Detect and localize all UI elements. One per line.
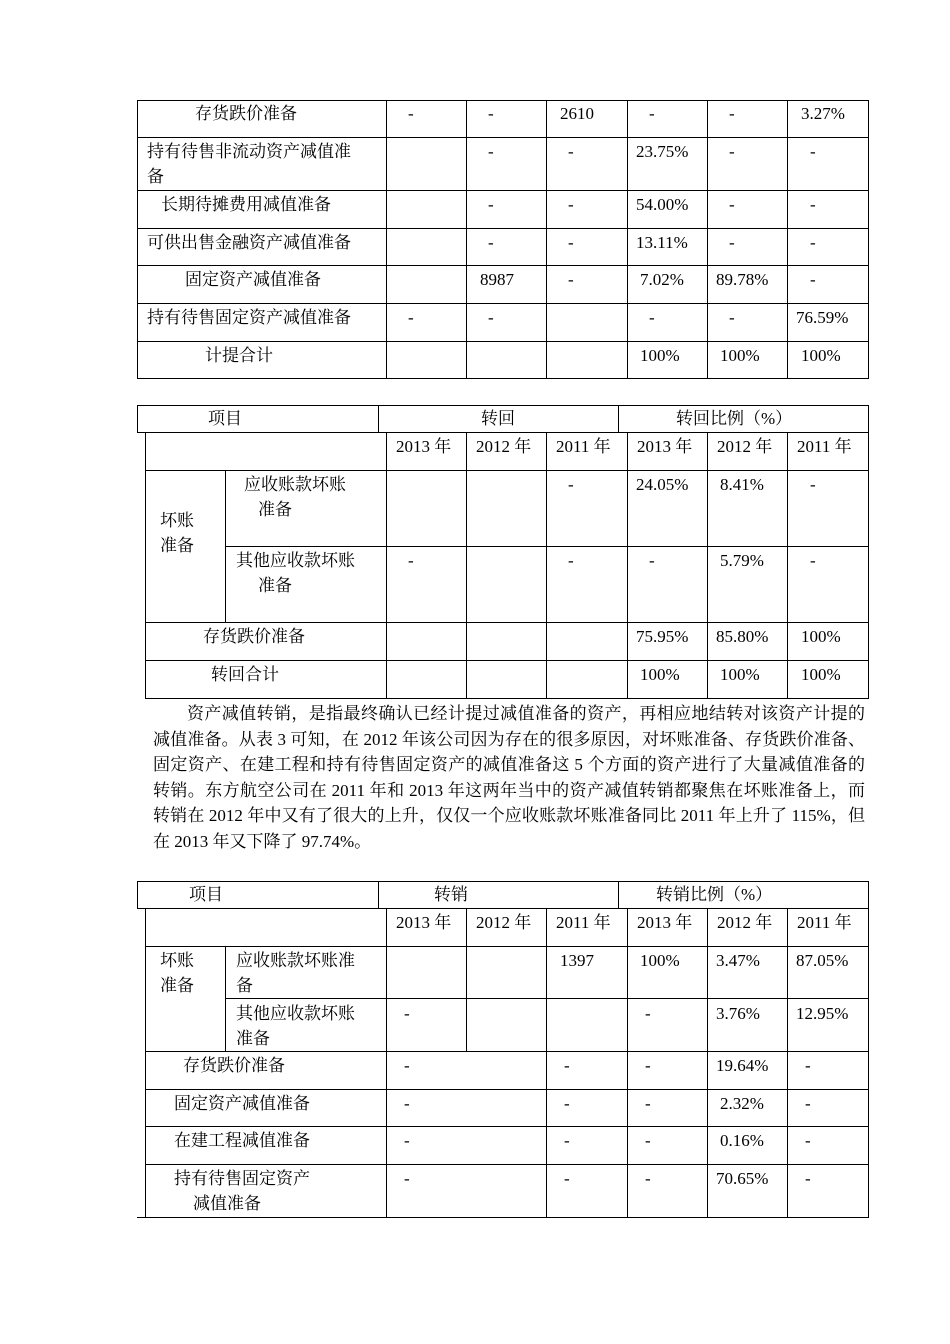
table1-row-label: 备 (147, 167, 164, 186)
table3-cell: - (404, 1169, 410, 1188)
table1-cell: 89.78% (716, 270, 769, 289)
table1-cell: 100% (640, 346, 680, 365)
table2-cell: 24.05% (636, 475, 689, 494)
table1-cell: 100% (720, 346, 760, 365)
table3-cell: - (645, 1169, 651, 1188)
table1-cell: 100% (801, 346, 841, 365)
table3-year-header: 2013 年 (396, 913, 452, 932)
table1-cell: 7.02% (640, 270, 684, 289)
table2-header-item: 项目 (208, 409, 242, 428)
table2-cell: 85.80% (716, 627, 769, 646)
table3-row-label: 在建工程减值准备 (174, 1131, 310, 1150)
table1-cell: 54.00% (636, 195, 689, 214)
table3-row-label: 减值准备 (193, 1194, 261, 1213)
table2-cell: - (568, 475, 574, 494)
table2-row-label: 存货跌价准备 (203, 627, 305, 646)
table3-cell: 87.05% (796, 951, 849, 970)
table1-row-label: 可供出售金融资产减值准备 (147, 233, 351, 252)
table3-header-group1: 转销 (434, 885, 468, 904)
table3-group-label: 坏账 (160, 951, 194, 970)
table3-header-group2: 转销比例（%） (656, 885, 773, 904)
table3-row-label: 准备 (236, 1029, 270, 1048)
table2-cell: 8.41% (720, 475, 764, 494)
table3-cell: - (645, 1056, 651, 1075)
table3-group-label: 准备 (160, 976, 194, 995)
table3-cell: 1397 (560, 951, 594, 970)
table3-cell: 100% (640, 951, 680, 970)
table1-cell: - (810, 195, 816, 214)
table3-cell: - (645, 1094, 651, 1113)
table3-cell: - (404, 1004, 410, 1023)
table2-year-header: 2011 年 (556, 437, 611, 456)
table2-year-header: 2011 年 (797, 437, 852, 456)
table3-cell: 70.65% (716, 1169, 769, 1188)
table1-cell: - (488, 104, 494, 123)
table2-year-header: 2012 年 (476, 437, 532, 456)
table1-row-label: 长期待摊费用减值准备 (161, 195, 331, 214)
table1-row-label: 持有待售非流动资产减值准 (147, 142, 351, 161)
table3-cell: - (645, 1004, 651, 1023)
table1-cell: - (810, 142, 816, 161)
table2-cell: 100% (801, 665, 841, 684)
table2-row-label: 准备 (258, 500, 292, 519)
table1-cell: - (649, 308, 655, 327)
table2-cell: 75.95% (636, 627, 689, 646)
table3-cell: - (805, 1131, 811, 1150)
table1-row-label: 计提合计 (205, 346, 273, 365)
table3-cell: - (564, 1094, 570, 1113)
table2-cell: - (810, 475, 816, 494)
table2-group-label: 准备 (160, 536, 194, 555)
table1-cell: 13.11% (636, 233, 688, 252)
table2-year-header: 2013 年 (637, 437, 693, 456)
table2-row-label: 其他应收款坏账 (236, 551, 355, 570)
table1-row-label: 持有待售固定资产减值准备 (147, 308, 351, 327)
table2-cell: 100% (720, 665, 760, 684)
table2-row-label: 应收账款坏账 (244, 475, 346, 494)
table3-cell: - (805, 1094, 811, 1113)
table1-cell: - (408, 308, 414, 327)
table2-row-label: 转回合计 (211, 665, 279, 684)
table1-cell: - (488, 142, 494, 161)
table2-group-label: 坏账 (160, 511, 194, 530)
table3-cell: - (805, 1169, 811, 1188)
table3-row-label: 应收账款坏账准 (236, 951, 355, 970)
table1-row-label: 固定资产减值准备 (185, 270, 321, 289)
table1-cell: - (729, 308, 735, 327)
table3-cell: - (805, 1056, 811, 1075)
table2-cell: - (649, 551, 655, 570)
table2-year-header: 2013 年 (396, 437, 452, 456)
table3-cell: 2.32% (720, 1094, 764, 1113)
table3-year-header: 2011 年 (556, 913, 611, 932)
table1-cell: - (729, 104, 735, 123)
table1-cell: - (810, 270, 816, 289)
table2-cell: - (810, 551, 816, 570)
table3-row-label: 备 (236, 976, 253, 995)
table1-cell: - (729, 142, 735, 161)
table1-cell: 2610 (560, 104, 594, 123)
table1-cell: - (568, 233, 574, 252)
table3-cell: 0.16% (720, 1131, 764, 1150)
table3-cell: - (404, 1094, 410, 1113)
table3-row-label: 持有待售固定资产 (174, 1169, 310, 1188)
table2-cell: 100% (640, 665, 680, 684)
table3-year-header: 2012 年 (717, 913, 773, 932)
table3-cell: - (564, 1169, 570, 1188)
table1-cell: - (488, 308, 494, 327)
table1-cell: - (408, 104, 414, 123)
table3-cell: 12.95% (796, 1004, 849, 1023)
table2-header-group2: 转回比例（%） (676, 409, 793, 428)
table3-cell: 19.64% (716, 1056, 769, 1075)
table3-header-item: 项目 (189, 885, 223, 904)
table1-cell: - (729, 195, 735, 214)
table2-year-header: 2012 年 (717, 437, 773, 456)
table3-row-label: 存货跌价准备 (183, 1056, 285, 1075)
table3-row-label: 其他应收款坏账 (236, 1004, 355, 1023)
table3-cell: - (404, 1131, 410, 1150)
table3-year-header: 2012 年 (476, 913, 532, 932)
table3-year-header: 2013 年 (637, 913, 693, 932)
table1-cell: - (568, 142, 574, 161)
table1-cell: - (649, 104, 655, 123)
table3-cell: 3.47% (716, 951, 760, 970)
table1-cell: - (488, 195, 494, 214)
table3-cell: - (564, 1056, 570, 1075)
table1-row-label: 存货跌价准备 (195, 104, 297, 123)
table2-row-label: 准备 (258, 576, 292, 595)
table2-cell: - (568, 551, 574, 570)
table1-cell: 3.27% (801, 104, 845, 123)
table3-row-label: 固定资产减值准备 (174, 1094, 310, 1113)
table3-cell: - (404, 1056, 410, 1075)
table3-cell: 3.76% (716, 1004, 760, 1023)
table3-cell: - (645, 1131, 651, 1150)
table2-cell: 100% (801, 627, 841, 646)
table1-cell: - (568, 195, 574, 214)
body-paragraph: 资产减值转销，是指最终确认已经计提过减值准备的资产，再相应地结转对该资产计提的减值准备。从表 3 可知，在 2012 年该公司因为存在的很多原因，对坏账准备、存货跌价准备、固定资产、在建工程和持有待售固定资产的减值准备这 5 个方面的资产进行了大量减值准备的转销。东方航空公司在 2011 年和 2013 年这两年当中的资产减值转销都聚焦在坏账准备上，而转销在 2012 年中又有了很大的上升，仅仅一个应收账款坏账准备同比 2011 年上升了 115%，但在 2013 年又下降了 97.74%。 (153, 704, 865, 851)
table1-cell: - (810, 233, 816, 252)
table3-year-header: 2011 年 (797, 913, 852, 932)
table2-header-group1: 转回 (481, 409, 515, 428)
table2-cell: - (408, 551, 414, 570)
table1-cell: 8987 (480, 270, 514, 289)
table1-cell: - (568, 270, 574, 289)
table2-cell: 5.79% (720, 551, 764, 570)
table1-cell: - (488, 233, 494, 252)
table1-cell: - (729, 233, 735, 252)
table3-cell: - (564, 1131, 570, 1150)
table1-cell: 23.75% (636, 142, 689, 161)
table1-cell: 76.59% (796, 308, 849, 327)
